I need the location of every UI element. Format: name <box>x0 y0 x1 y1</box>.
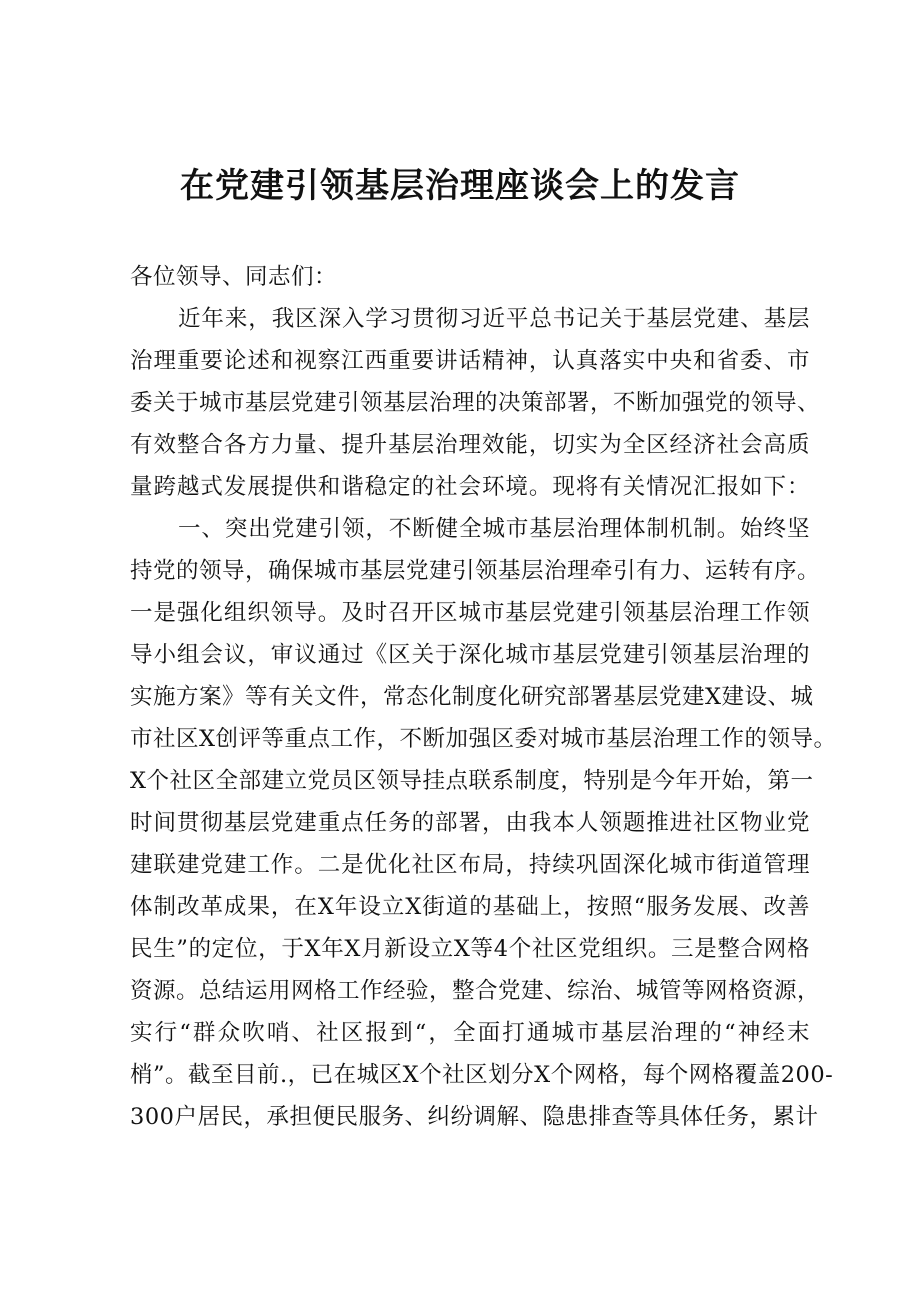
paragraph-line: 近年来，我区深入学习贯彻习近平总书记关于基层党建、基层 <box>178 306 810 332</box>
paragraph-line: 资源。总结运用网格工作经验，整合党建、综治、城管等网格资源， <box>130 978 821 1004</box>
paragraph-line: 治理重要论述和视察江西重要讲话精神，认真落实中央和省委、市 <box>130 348 810 374</box>
paragraph-line: 实施方案》等有关文件，常态化制度化研究部署基层党建X建设、城 <box>130 684 814 710</box>
paragraph-line: 量跨越式发展提供和谐稳定的社会环境。现将有关情况汇报如下： <box>130 474 810 500</box>
document-body <box>130 256 837 1138</box>
paragraph-line: 一、突出党建引领，不断健全城市基层治理体制机制。始终坚 <box>178 516 810 542</box>
paragraph-line: 民生”的定位，于X年X月新设立X等4个社区党组织。三是整合网格 <box>130 936 810 962</box>
paragraph-line: 300户居民，承担便民服务、纠纷调解、隐患排查等具体任务，累计 <box>130 1104 819 1130</box>
paragraph-line: 一是强化组织领导。及时召开区城市基层党建引领基层治理工作领 <box>130 600 810 626</box>
paragraph-line: 市社区X创评等重点工作，不断加强区委对城市基层治理工作的领导。 <box>130 726 837 752</box>
salutation-line: 各位领导、同志们： <box>130 264 338 290</box>
document-title: 在党建引领基层治理座谈会上的发言 <box>180 166 740 206</box>
paragraph-line: 梢”。截至目前.，已在城区X个社区划分X个网格，每个网格覆盖200- <box>130 1062 834 1088</box>
paragraph-line: 委关于城市基层党建引领基层治理的决策部署，不断加强党的领导、 <box>130 390 821 416</box>
paragraph-line: 有效整合各方力量、提升基层治理效能，切实为全区经济社会高质 <box>130 432 810 458</box>
paragraph-line: 体制改革成果，在X年设立X街道的基础上，按照“服务发展、改善 <box>130 894 810 920</box>
paragraph-line: 导小组会议，审议通过《区关于深化城市基层党建引领基层治理的 <box>130 642 810 668</box>
paragraph-line: 实行“群众吹哨、社区报到“，全面打通城市基层治理的“神经末 <box>130 1020 810 1046</box>
paragraph-line: 建联建党建工作。二是优化社区布局，持续巩固深化城市街道管理 <box>130 852 810 878</box>
paragraph-line: X个社区全部建立党员区领导挂点联系制度，特别是今年开始，第一 <box>130 768 814 794</box>
paragraph-line: 时间贯彻基层党建重点任务的部署，由我本人领题推进社区物业党 <box>130 810 810 836</box>
paragraph-line: 持党的领导，确保城市基层党建引领基层治理牵引有力、运转有序。 <box>130 558 821 584</box>
